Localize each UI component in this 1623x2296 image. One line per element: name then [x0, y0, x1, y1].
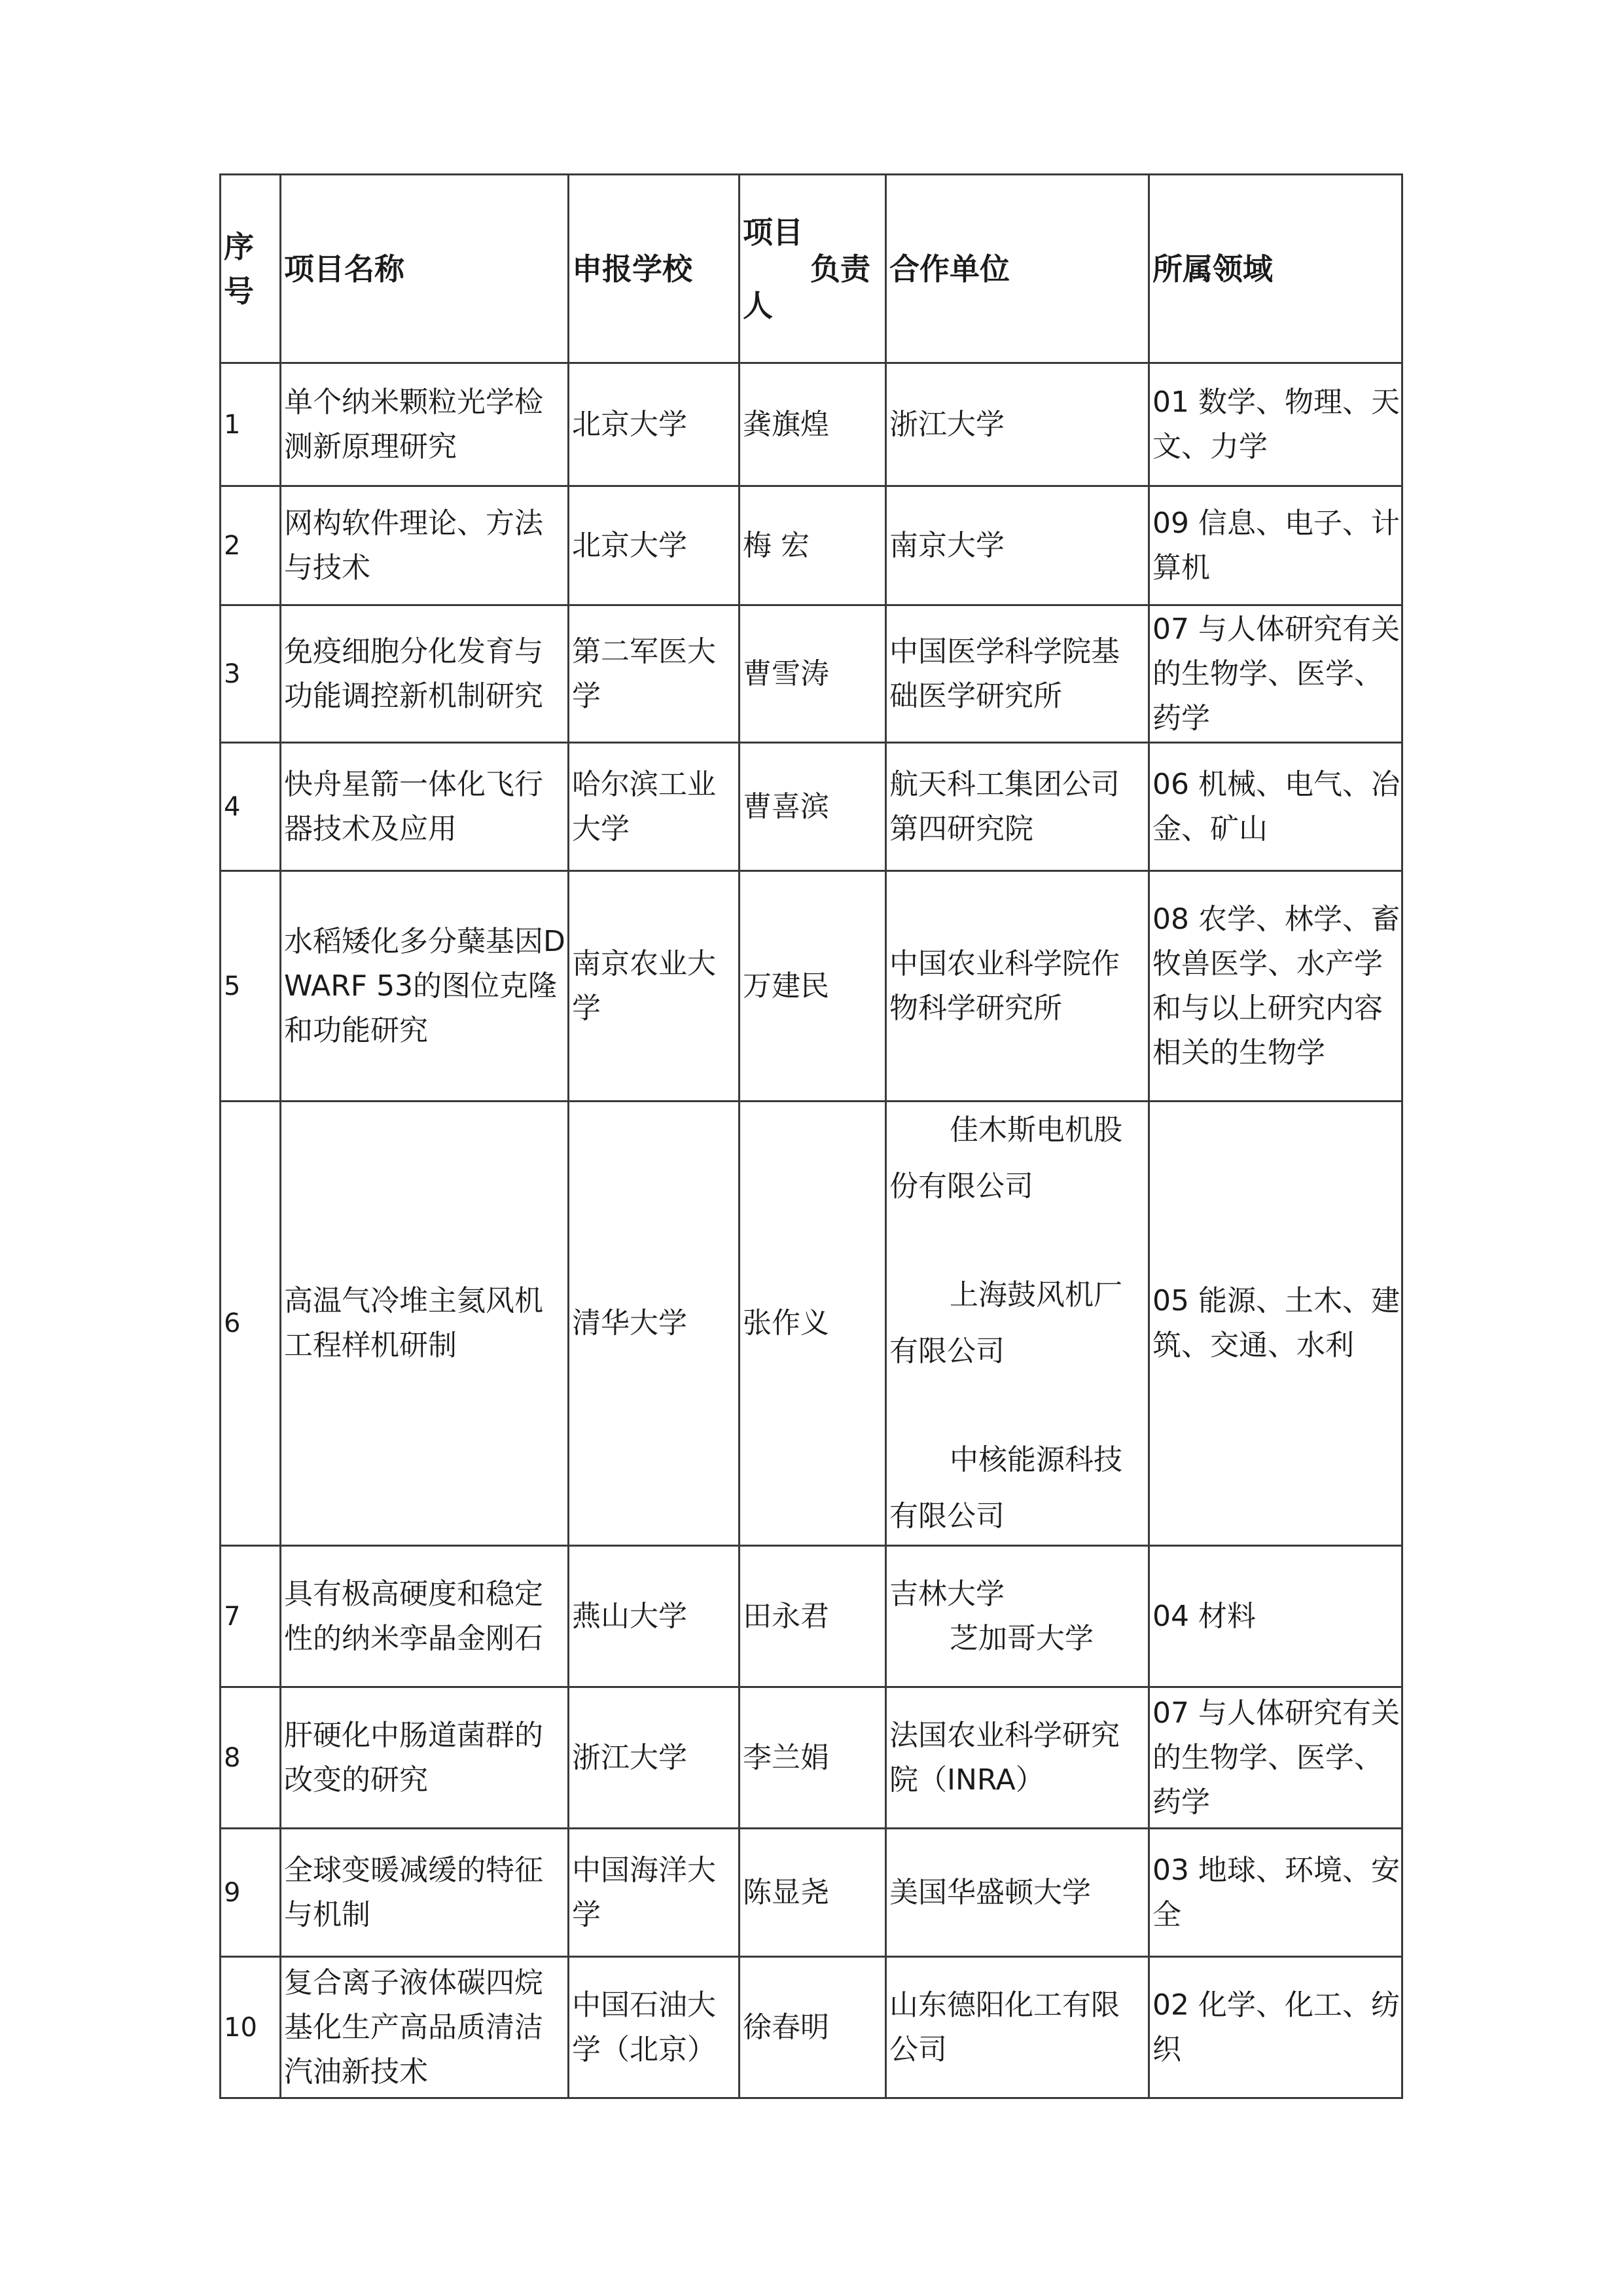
cell-index: 8: [221, 1687, 281, 1829]
header-index: 序号: [221, 175, 281, 363]
cell-name: 复合离子液体碳四烷基化生产高品质清洁汽油新技术: [281, 1957, 569, 2098]
cell-school: 哈尔滨工业大学: [569, 743, 740, 871]
cell-index: 4: [221, 743, 281, 871]
table-row: [221, 486, 1402, 605]
cell-school: 燕山大学: [569, 1546, 740, 1687]
cell-index: 3: [221, 605, 281, 743]
cell-school: 清华大学: [569, 1102, 740, 1546]
cell-field: 02 化学、化工、纺织: [1149, 1957, 1402, 2098]
partner-entry: 上海鼓风机厂有限公司: [889, 1278, 1122, 1368]
table-row: [221, 605, 1402, 743]
cell-field: 09 信息、电子、计算机: [1149, 486, 1402, 605]
table-row: [221, 1102, 1402, 1546]
cell-name: 肝硬化中肠道菌群的改变的研究: [281, 1687, 569, 1829]
header-leader-line2: 负责: [810, 251, 870, 287]
cell-partner: 美国华盛顿大学: [886, 1829, 1149, 1957]
cell-partner: 中国农业科学院作物科学研究所: [886, 871, 1149, 1102]
table-header-row: [221, 175, 1402, 363]
cell-field: 07 与人体研究有关的生物学、医学、药学: [1149, 605, 1402, 743]
cell-leader: 陈显尧: [740, 1829, 886, 1957]
cell-leader: 曹雪涛: [740, 605, 886, 743]
cell-index: 1: [221, 363, 281, 486]
cell-leader: 万建民: [740, 871, 886, 1102]
table-row: [221, 1957, 1402, 2098]
cell-partner: 山东德阳化工有限公司: [886, 1957, 1149, 2098]
header-leader-line1: 项目: [743, 214, 803, 250]
cell-name: 网构软件理论、方法与技术: [281, 486, 569, 605]
cell-index: 5: [221, 871, 281, 1102]
partner-entry: 吉林大学: [889, 1577, 1005, 1611]
cell-field: 07 与人体研究有关的生物学、医学、药学: [1149, 1687, 1402, 1829]
cell-school: 北京大学: [569, 363, 740, 486]
cell-field: 05 能源、土木、建筑、交通、水利: [1149, 1102, 1402, 1546]
cell-school: 中国石油大学（北京）: [569, 1957, 740, 2098]
cell-index: 7: [221, 1546, 281, 1687]
cell-partner: 浙江大学: [886, 363, 1149, 486]
cell-school: 南京农业大学: [569, 871, 740, 1102]
cell-partner: 法国农业科学研究院（INRA）: [886, 1687, 1149, 1829]
cell-index: 9: [221, 1829, 281, 1957]
cell-name: 免疫细胞分化发育与功能调控新机制研究: [281, 605, 569, 743]
cell-index: 6: [221, 1102, 281, 1546]
cell-name: 全球变暖减缓的特征与机制: [281, 1829, 569, 1957]
project-table: [219, 173, 1403, 2099]
cell-name: 具有极高硬度和稳定性的纳米孪晶金刚石: [281, 1546, 569, 1687]
cell-leader: 李兰娟: [740, 1687, 886, 1829]
cell-partner: 南京大学: [886, 486, 1149, 605]
cell-index: 2: [221, 486, 281, 605]
header-leader: [740, 175, 886, 363]
header-partner: 合作单位: [886, 175, 1149, 363]
cell-name: 水稻矮化多分蘖基因DWARF 53的图位克隆和功能研究: [281, 871, 569, 1102]
header-leader-line3: 人: [743, 287, 773, 323]
cell-leader: 徐春明: [740, 1957, 886, 2098]
cell-school: 浙江大学: [569, 1687, 740, 1829]
cell-leader: 梅 宏: [740, 486, 886, 605]
cell-leader: 龚旗煌: [740, 363, 886, 486]
table-row: [221, 743, 1402, 871]
table-row: [221, 1546, 1402, 1687]
cell-school: 中国海洋大学: [569, 1829, 740, 1957]
partner-entry: 芝加哥大学: [950, 1621, 1094, 1655]
table-row: [221, 1687, 1402, 1829]
header-school: 申报学校: [569, 175, 740, 363]
header-field: 所属领域: [1149, 175, 1402, 363]
cell-partner: [886, 1102, 1149, 1546]
cell-leader: 田永君: [740, 1546, 886, 1687]
cell-name: 快舟星箭一体化飞行器技术及应用: [281, 743, 569, 871]
cell-school: 北京大学: [569, 486, 740, 605]
table-row: [221, 871, 1402, 1102]
cell-field: 04 材料: [1149, 1546, 1402, 1687]
cell-partner: 航天科工集团公司第四研究院: [886, 743, 1149, 871]
cell-leader: 曹喜滨: [740, 743, 886, 871]
header-name: 项目名称: [281, 175, 569, 363]
table-row: [221, 363, 1402, 486]
cell-field: 01 数学、物理、天文、力学: [1149, 363, 1402, 486]
partner-entry: 中核能源科技有限公司: [889, 1443, 1122, 1533]
cell-leader: 张作义: [740, 1102, 886, 1546]
cell-name: 高温气冷堆主氦风机工程样机研制: [281, 1102, 569, 1546]
cell-partner: [886, 1546, 1149, 1687]
cell-partner: 中国医学科学院基础医学研究所: [886, 605, 1149, 743]
cell-name: 单个纳米颗粒光学检测新原理研究: [281, 363, 569, 486]
cell-field: 03 地球、环境、安全: [1149, 1829, 1402, 1957]
partner-entry: 佳木斯电机股份有限公司: [889, 1113, 1122, 1203]
cell-field: 08 农学、林学、畜牧兽医学、水产学和与以上研究内容相关的生物学: [1149, 871, 1402, 1102]
cell-index: 10: [221, 1957, 281, 2098]
table-row: [221, 1829, 1402, 1957]
cell-school: 第二军医大学: [569, 605, 740, 743]
cell-field: 06 机械、电气、冶金、矿山: [1149, 743, 1402, 871]
